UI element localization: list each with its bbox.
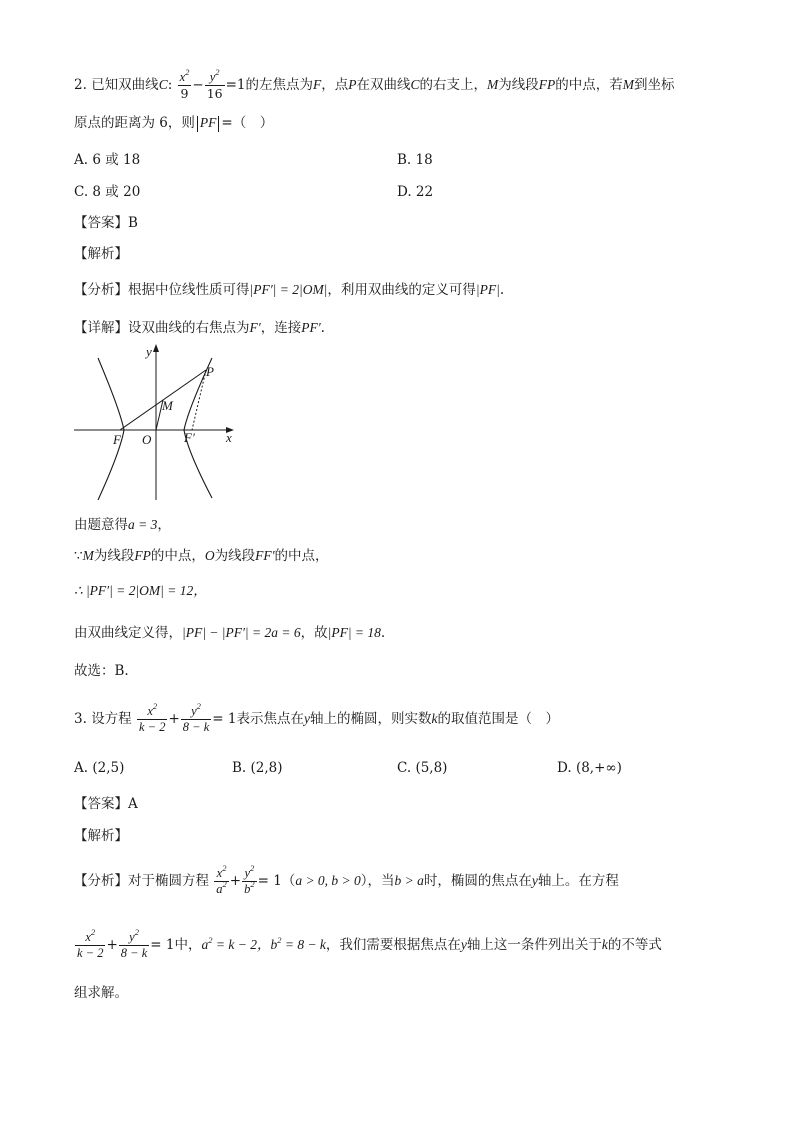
q2-step-2: ∵M为线段FP的中点，O为线段FF′的中点， <box>74 548 329 564</box>
q3-fraction-y: $\frac{y^2}{8 - k}$ <box>182 701 210 734</box>
q2-stem-line1: 2. 已知双曲线C: $\frac{x^2}{9}$ − $\frac{y^2}{16}$ =1的左焦点为F，点P在双曲线C的右支上，M为线段FP的中点，若M到坐标 <box>74 67 675 101</box>
q2-answer: 【答案】B <box>74 215 138 231</box>
label-Fprime: F′ <box>184 430 195 445</box>
label-y: y <box>146 344 152 359</box>
q3-option-d[interactable]: D. (8,+∞) <box>557 760 622 776</box>
q3-fenxi-line3: 组求解。 <box>74 985 128 1001</box>
q3-fenxi-line1: 【分析】对于椭圆方程 $\frac{x^2}{a^2}$ + $\frac{y^2}{b^2}$ = 1（a > 0, b > 0），当b > a时，椭圆的焦点在y轴上。在方程 <box>74 863 619 896</box>
q2-option-c[interactable]: C. 8 或 20 <box>74 184 141 200</box>
q2-fraction-x: $\frac{x^2}{9}$ <box>179 67 190 101</box>
q3-fenxi-line2: $\frac{x^2}{k - 2}$ + $\frac{y^2}{8 - k}$ = 1中，$a^2 = k - 2$，$b^2 = 8 - k$，我们需要根据焦点在y轴上这一条件列出关于k的不等式 <box>77 927 662 960</box>
q2-jiexi-heading: 【解析】 <box>74 246 128 262</box>
q2-stem-line2: 原点的距离为 6，则 PF =（ ） <box>74 115 274 131</box>
q2-step-4: 由双曲线定义得，|PF| − |PF′| = 2a = 6，故|PF| = 18. <box>74 625 386 641</box>
q2-fraction-y: $\frac{y^2}{16}$ <box>206 67 223 101</box>
q3-answer: 【答案】A <box>74 796 138 812</box>
q2-step-3: ∴ |PF′| = 2|OM| = 12， <box>74 583 207 598</box>
q2-option-d[interactable]: D. 22 <box>397 184 434 200</box>
q2-step-5: 故选：B. <box>74 663 129 679</box>
y-axis-arrow <box>153 344 159 352</box>
q3-fraction-x: $\frac{x^2}{k - 2}$ <box>138 701 166 734</box>
label-M: M <box>162 398 173 413</box>
q3-option-a[interactable]: A. (2,5) <box>74 760 125 776</box>
label-x: x <box>226 430 232 445</box>
hyperbola-left-branch <box>98 358 124 500</box>
label-O: O <box>142 432 152 447</box>
label-P: P <box>206 364 214 379</box>
hyperbola-figure <box>70 340 240 505</box>
q2-option-a[interactable]: A. 6 或 18 <box>74 152 141 168</box>
q2-xiangjie: 【详解】设双曲线的右焦点为F′，连接PF′. <box>74 320 325 336</box>
q2-number: 2. <box>74 77 87 93</box>
hyperbola-right-branch <box>184 358 212 498</box>
q3-option-b[interactable]: B. (2,8) <box>232 760 283 776</box>
label-F: F <box>113 432 121 447</box>
q3-stem: 3. 设方程 $\frac{x^2}{k - 2}$ + $\frac{y^2}{8 - k}$ = 1表示焦点在y轴上的椭圆，则实数k的取值范围是（ ） <box>74 701 559 734</box>
q2-step-1: 由题意得a = 3， <box>74 517 171 533</box>
q2-option-b[interactable]: B. 18 <box>397 152 433 168</box>
q2-fenxi: 【分析】根据中位线性质可得|PF′| = 2|OM|，利用双曲线的定义可得|PF|. <box>74 282 505 298</box>
q3-jiexi-heading: 【解析】 <box>74 828 128 844</box>
q3-option-c[interactable]: C. (5,8) <box>397 760 448 776</box>
